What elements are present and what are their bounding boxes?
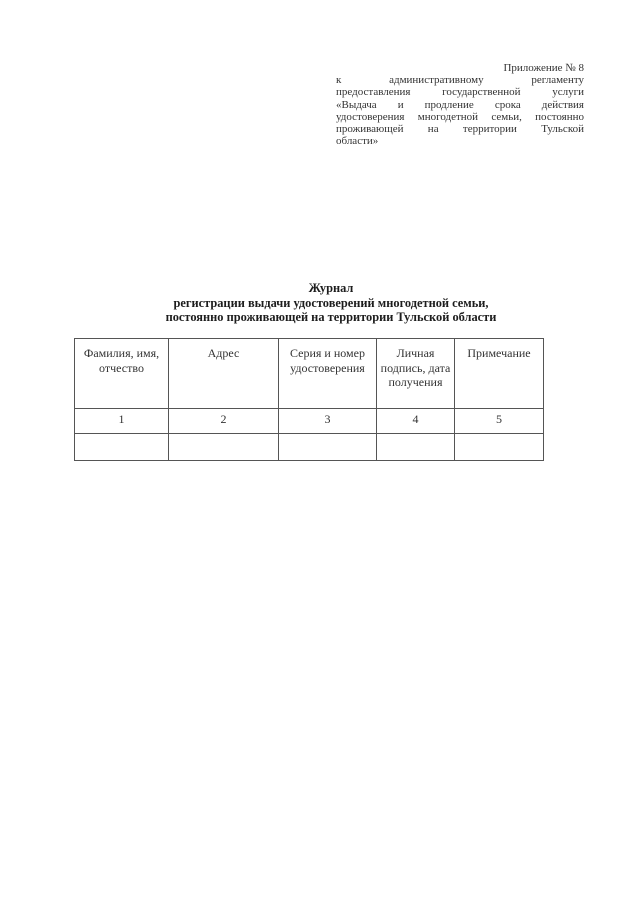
journal-table xyxy=(74,338,544,461)
empty-cell xyxy=(377,434,455,461)
empty-cell xyxy=(279,434,377,461)
journal-subtitle-line: постоянно проживающей на территории Тульской области xyxy=(165,310,497,325)
empty-cell xyxy=(455,434,544,461)
appendix-line: удостоверения многодетной семьи, постоянно xyxy=(336,110,584,123)
appendix-title: Приложение № 8 xyxy=(503,62,584,74)
table-empty-row xyxy=(75,434,544,461)
appendix-line: предоставления государственной услуги xyxy=(336,86,584,99)
table-number-row xyxy=(75,409,544,434)
appendix-block xyxy=(336,62,584,147)
header-cell-address: Адрес xyxy=(169,339,279,409)
appendix-line: «Выдача и продление срока действия xyxy=(336,98,584,111)
journal-subtitle-line: регистрации выдачи удостоверений многодетной семьи, xyxy=(173,295,489,310)
appendix-line: проживающей на территории Тульской xyxy=(336,123,584,136)
header-cell-fullname: Фамилия, имя, отчество xyxy=(75,339,169,409)
column-number: 2 xyxy=(169,409,279,434)
empty-cell xyxy=(75,434,169,461)
journal-heading xyxy=(100,281,562,325)
header-cell-certificate-number: Серия и номер удостоверения xyxy=(279,339,377,409)
column-number: 5 xyxy=(455,409,544,434)
table-header-row xyxy=(75,339,544,409)
appendix-line: к административному регламенту xyxy=(336,74,584,87)
column-number: 3 xyxy=(279,409,377,434)
empty-cell xyxy=(169,434,279,461)
appendix-line: области» xyxy=(336,135,379,148)
header-cell-signature-date: Личная подпись, дата получения xyxy=(377,339,455,409)
column-number: 1 xyxy=(75,409,169,434)
column-number: 4 xyxy=(377,409,455,434)
appendix-text xyxy=(336,74,584,147)
journal-title: Журнал xyxy=(308,281,354,295)
header-cell-note: Примечание xyxy=(455,339,544,409)
